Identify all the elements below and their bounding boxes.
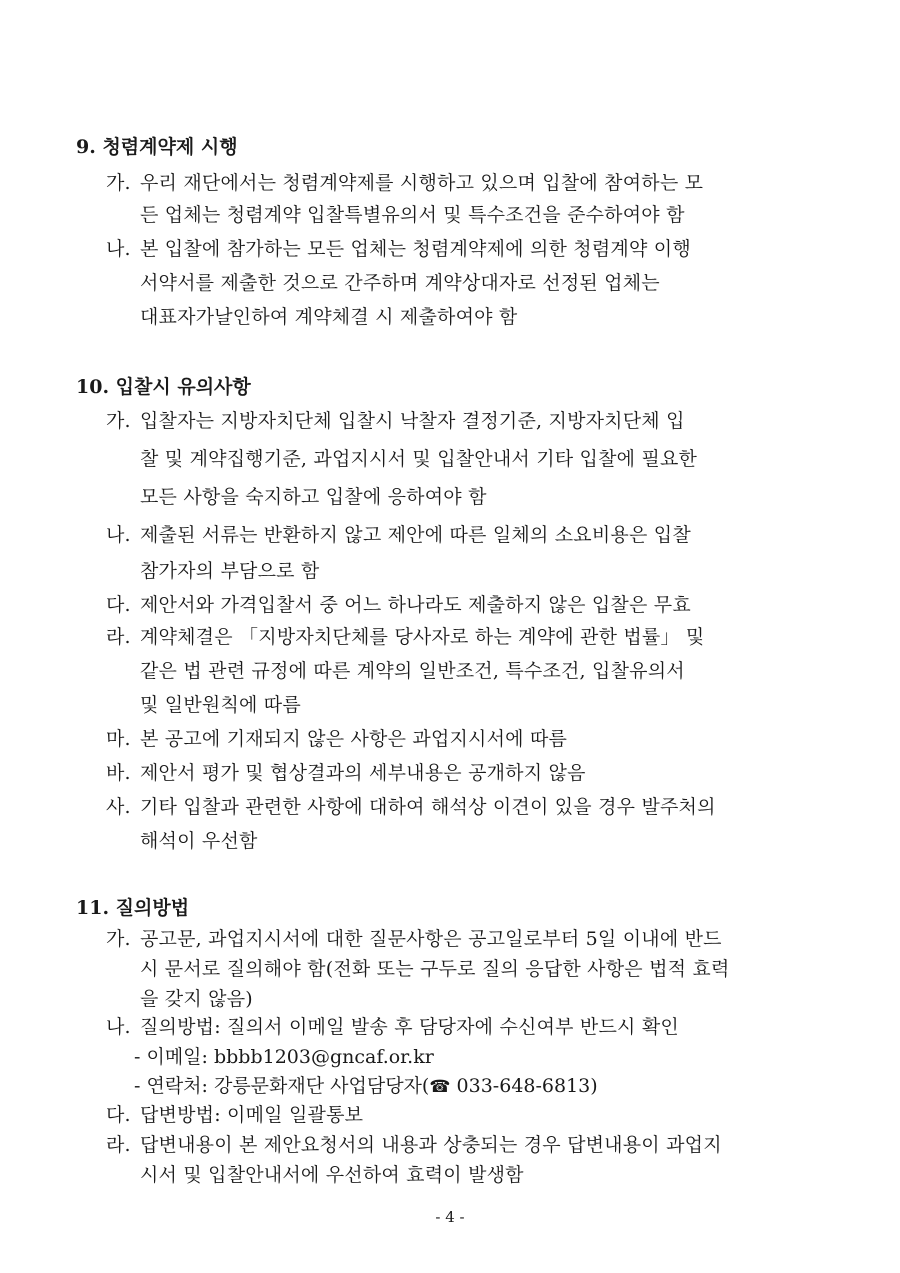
- item-text-line: 찰 및 계약집행기준, 과업지시서 및 입찰안내서 기타 입찰에 필요한: [140, 448, 698, 470]
- item-text-line: 제안서 평가 및 협상결과의 세부내용은 공개하지 않음: [140, 762, 586, 784]
- item-marker: 다.: [106, 594, 131, 616]
- item-text-line: 본 입찰에 참가하는 모든 업체는 청렴계약제에 의한 청렴계약 이행: [140, 238, 691, 260]
- contact-phone-prefix: - 연락처: 강릉문화재단 사업담당자(: [134, 1075, 430, 1097]
- item-text-line: 시서 및 입찰안내서에 우선하여 효력이 발생함: [140, 1164, 524, 1186]
- item-text-line: 모든 사항을 숙지하고 입찰에 응하여야 함: [140, 486, 487, 508]
- item-text-line: 시 문서로 질의해야 함(전화 또는 구두로 질의 응답한 사항은 법적 효력: [140, 958, 730, 980]
- item-text-line: 같은 법 관련 규정에 따른 계약의 일반조건, 특수조건, 입찰유의서: [140, 660, 685, 682]
- item-text-line: 답변방법: 이메일 일괄통보: [140, 1104, 364, 1126]
- item-text-line: 참가자의 부담으로 함: [140, 560, 320, 582]
- section-heading-10: 10. 입찰시 유의사항: [76, 376, 251, 398]
- item-text-line: 해석이 우선함: [140, 830, 258, 852]
- item-text-line: 을 갖지 않음): [140, 988, 253, 1010]
- item-marker: 마.: [106, 728, 131, 750]
- contact-phone-number: 033-648-6813): [450, 1075, 598, 1097]
- item-text-line: 공고문, 과업지시서에 대한 질문사항은 공고일로부터 5일 이내에 반드: [140, 928, 722, 950]
- item-text-line: 제출된 서류는 반환하지 않고 제안에 따른 일체의 소요비용은 입찰: [140, 524, 691, 546]
- item-text-line: 대표자가날인하여 계약체결 시 제출하여야 함: [140, 306, 518, 328]
- item-text-line: 든 업체는 청렴계약 입찰특별유의서 및 특수조건을 준수하여야 함: [140, 204, 685, 226]
- item-text-line: 제안서와 가격입찰서 중 어느 하나라도 제출하지 않은 입찰은 무효: [140, 594, 691, 616]
- item-text-line: 질의방법: 질의서 이메일 발송 후 담당자에 수신여부 반드시 확인: [140, 1016, 679, 1038]
- item-marker: 다.: [106, 1104, 131, 1126]
- item-text-line: 답변내용이 본 제안요청서의 내용과 상충되는 경우 답변내용이 과업지: [140, 1134, 722, 1156]
- item-marker: 바.: [106, 762, 131, 784]
- phone-icon: ☎: [429, 1077, 451, 1097]
- contact-email: - 이메일: bbbb1203@gncaf.or.kr: [134, 1046, 434, 1068]
- item-marker: 나.: [106, 524, 131, 546]
- item-marker: 가.: [106, 410, 131, 432]
- item-marker: 나.: [106, 1016, 131, 1038]
- item-text-line: 계약체결은 「지방자치단체를 당사자로 하는 계약에 관한 법률」 및: [140, 626, 705, 648]
- item-marker: 라.: [106, 1134, 131, 1156]
- item-marker: 사.: [106, 796, 131, 818]
- page-number: - 4 -: [435, 1208, 465, 1226]
- section-heading-11: 11. 질의방법: [76, 897, 190, 919]
- item-marker: 가.: [106, 172, 131, 194]
- section-heading-9: 9. 청렴계약제 시행: [76, 136, 238, 158]
- item-text-line: 기타 입찰과 관련한 사항에 대하여 해석상 이견이 있을 경우 발주처의: [140, 796, 716, 818]
- item-text-line: 우리 재단에서는 청렴계약제를 시행하고 있으며 입찰에 참여하는 모: [140, 172, 704, 194]
- contact-phone: [134, 1071, 598, 1098]
- item-marker: 가.: [106, 928, 131, 950]
- item-text-line: 본 공고에 기재되지 않은 사항은 과업지시서에 따름: [140, 728, 568, 750]
- item-text-line: 입찰자는 지방자치단체 입찰시 낙찰자 결정기준, 지방자치단체 입: [140, 410, 685, 432]
- item-marker: 나.: [106, 238, 131, 260]
- item-text-line: 및 일반원칙에 따름: [140, 694, 301, 716]
- item-marker: 라.: [106, 626, 131, 648]
- item-text-line: 서약서를 제출한 것으로 간주하며 계약상대자로 선정된 업체는: [140, 272, 660, 294]
